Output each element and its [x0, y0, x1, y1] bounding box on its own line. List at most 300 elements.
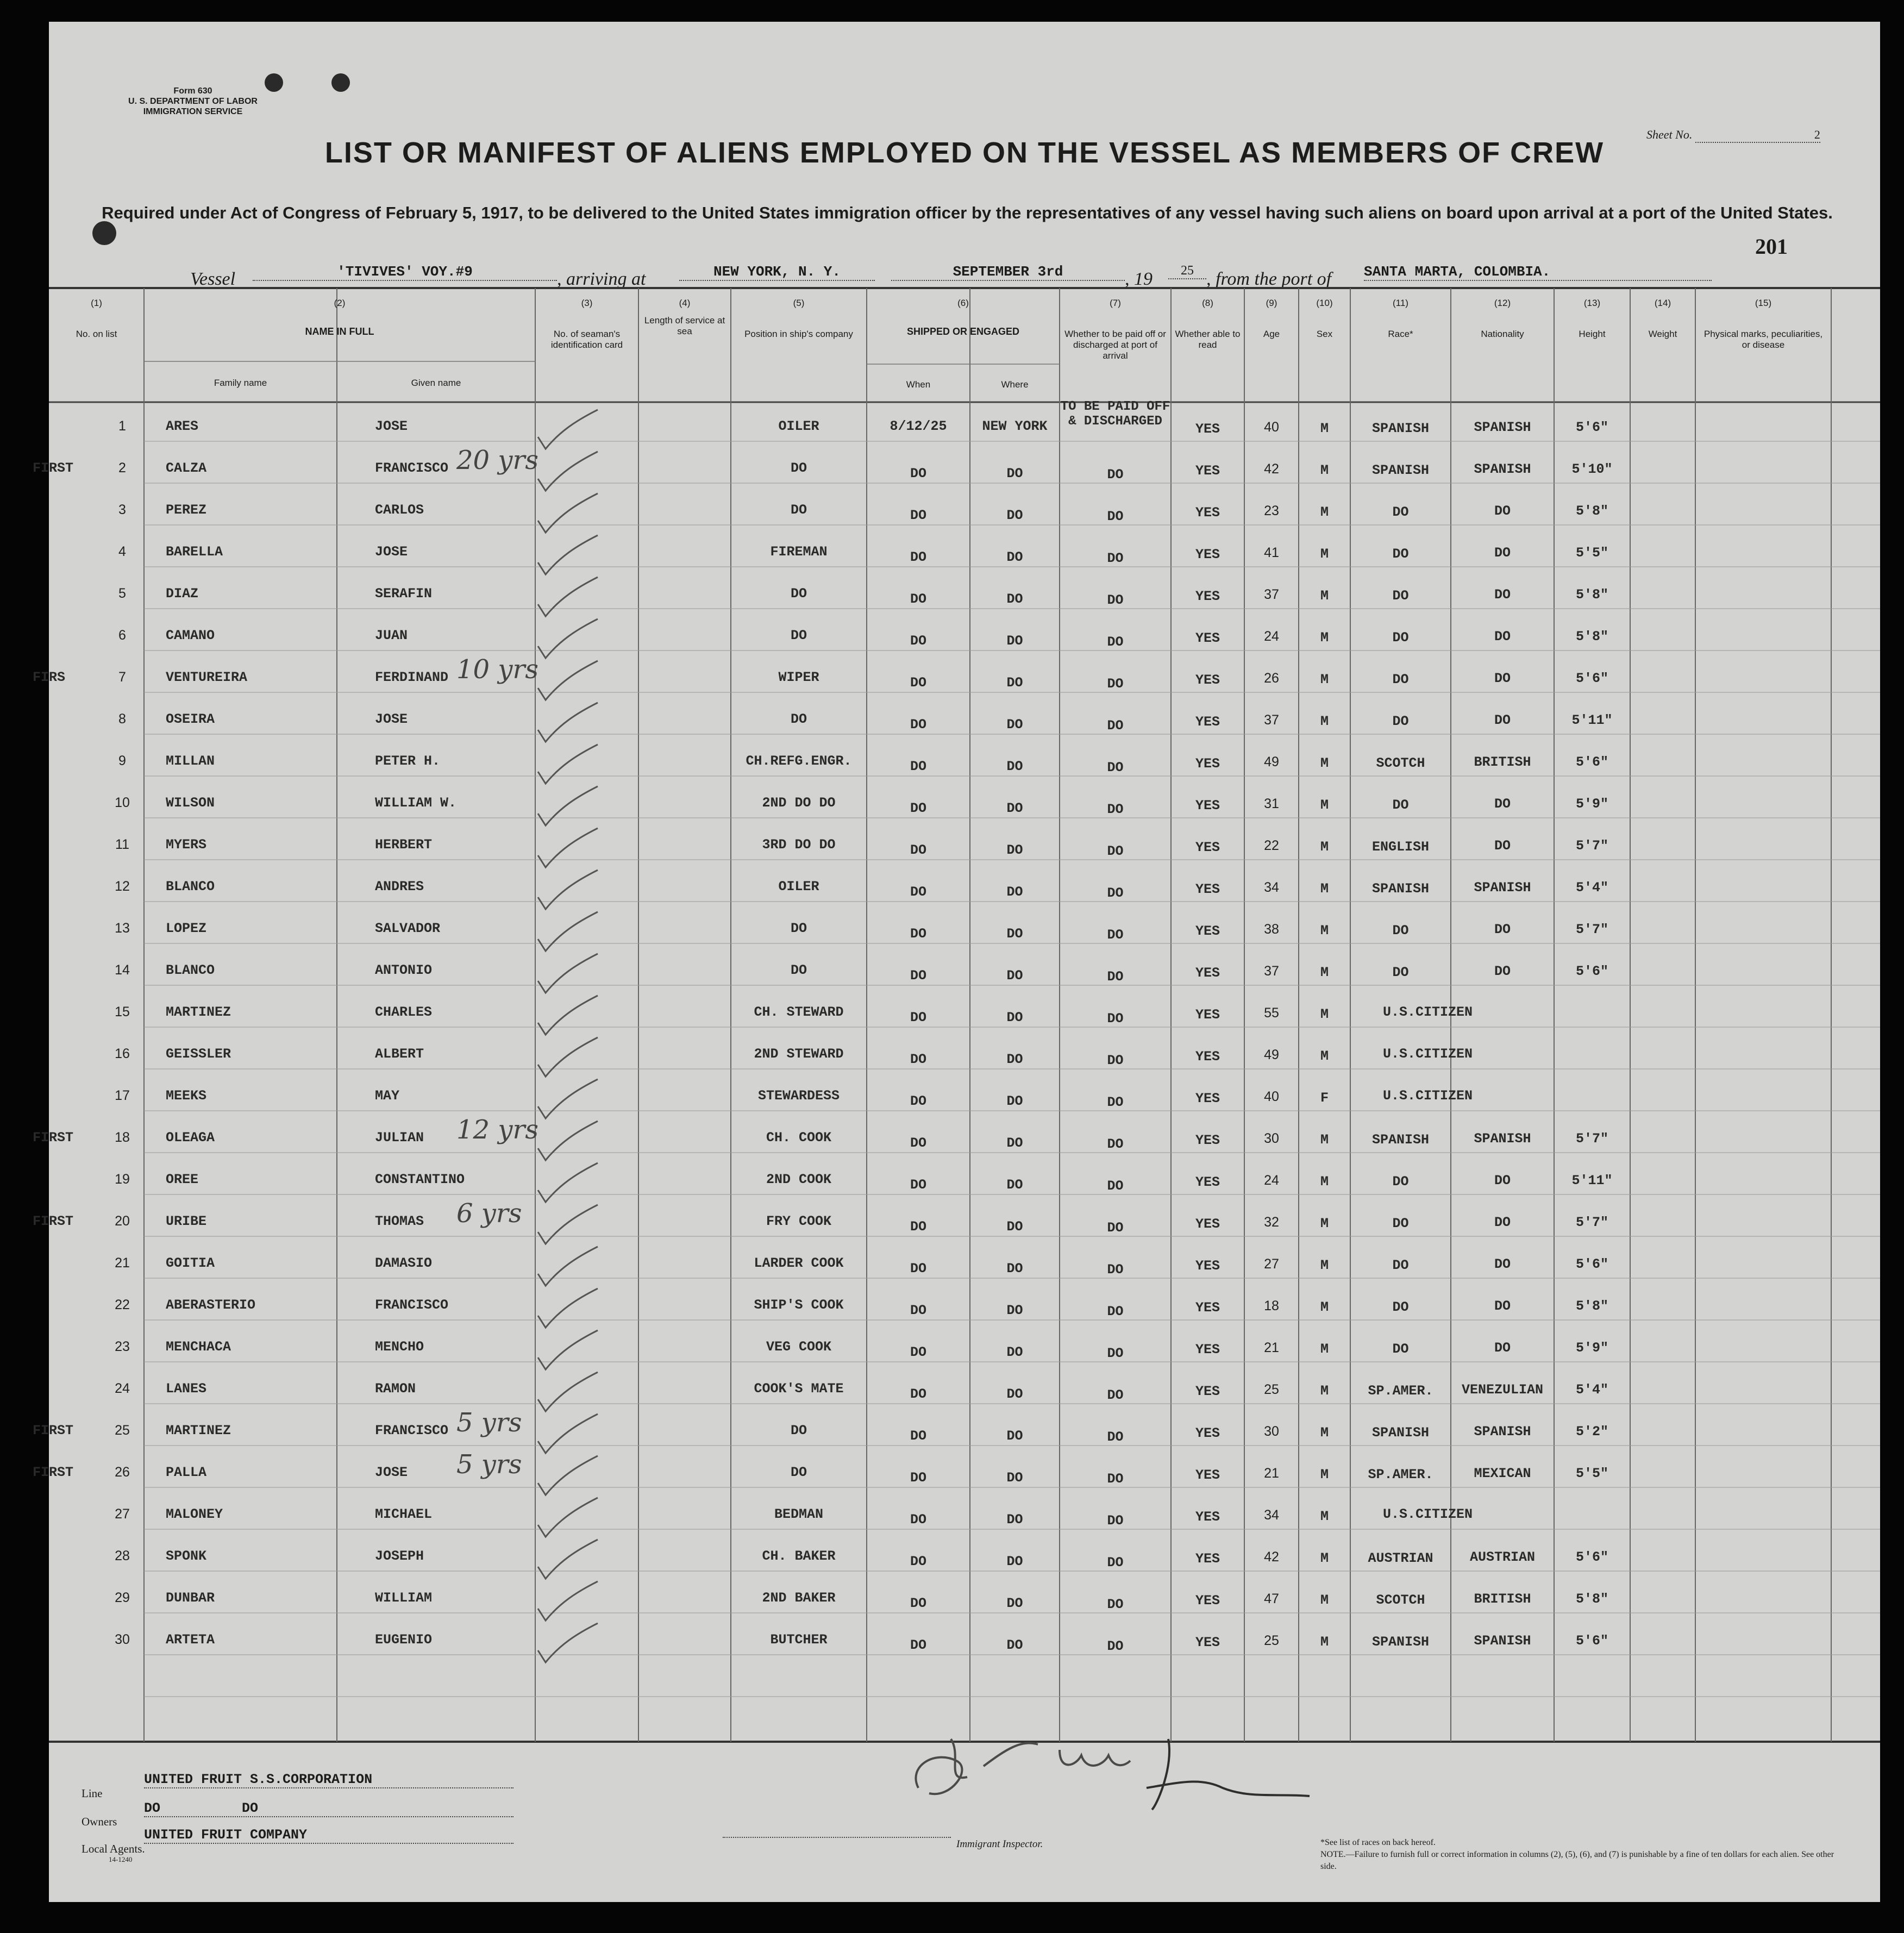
age: 40 — [1264, 420, 1279, 435]
paid-off-status: DO — [1107, 843, 1124, 859]
height: 5'2" — [1575, 1424, 1608, 1440]
handwritten-service-years: 20 yrs — [456, 445, 539, 476]
height: 5'8" — [1575, 1298, 1608, 1314]
family-name: CAMANO — [166, 628, 215, 643]
race: U.S.CITIZEN — [1383, 1004, 1473, 1020]
paid-off-status: DO — [1107, 1094, 1124, 1110]
check-mark — [538, 535, 598, 574]
paid-off-status: DO — [1107, 676, 1124, 692]
shipped-when: DO — [910, 633, 926, 649]
check-mark — [538, 745, 598, 784]
column-number-c6: (6) — [957, 298, 969, 308]
handwritten-service-years: 12 yrs — [456, 1115, 539, 1145]
stamped-number: 201 — [1755, 234, 1788, 259]
check-mark — [538, 1581, 598, 1621]
nationality: DO — [1494, 796, 1511, 812]
age: 55 — [1264, 1005, 1279, 1021]
column-number-c11: (11) — [1393, 298, 1408, 308]
position: WIPER — [778, 670, 819, 685]
year-prefix: , 19 — [1125, 269, 1153, 289]
shipped-when: DO — [910, 1596, 926, 1611]
height: 5'6" — [1575, 1549, 1608, 1565]
row-number: 29 — [115, 1590, 130, 1605]
row-number: 16 — [115, 1046, 130, 1061]
age: 30 — [1264, 1131, 1279, 1146]
shipped-where: DO — [1006, 1093, 1023, 1109]
height: 5'11" — [1571, 1173, 1613, 1188]
check-mark — [538, 703, 598, 742]
paid-off-status: DO — [1107, 718, 1124, 734]
nationality: SPANISH — [1474, 1424, 1531, 1440]
nationality: DO — [1494, 1340, 1511, 1356]
shipped-where: DO — [1006, 759, 1023, 774]
sex: M — [1320, 462, 1329, 478]
row-number: 1 — [118, 418, 126, 434]
row-number: 9 — [118, 753, 126, 768]
able-to-read: YES — [1195, 1174, 1220, 1190]
shipped-where: DO — [1006, 1596, 1023, 1611]
family-name: GOITIA — [166, 1255, 215, 1271]
race: SPANISH — [1371, 462, 1430, 478]
height: 5'6" — [1575, 420, 1608, 435]
sex: M — [1320, 1258, 1329, 1273]
column-number-c15: (15) — [1755, 298, 1772, 308]
position: 2ND COOK — [766, 1172, 832, 1187]
paid-off-status: DO — [1107, 802, 1124, 817]
family-name: CALZA — [166, 460, 207, 476]
sex: M — [1320, 1299, 1329, 1315]
nationality: SPANISH — [1474, 1633, 1531, 1649]
able-to-read: YES — [1195, 714, 1220, 730]
shipped-when: DO — [910, 968, 926, 984]
column-header-c8: Whether able to read — [1175, 329, 1241, 350]
family-name: VENTUREIRA — [166, 670, 248, 685]
able-to-read: YES — [1195, 1593, 1220, 1609]
able-to-read: YES — [1195, 1091, 1220, 1106]
age: 37 — [1264, 587, 1279, 602]
shipped-when: DO — [910, 1093, 926, 1109]
sex: M — [1320, 1341, 1329, 1357]
race: U.S.CITIZEN — [1383, 1088, 1473, 1104]
age: 42 — [1264, 1549, 1279, 1565]
row-number: 12 — [115, 879, 130, 894]
race: SCOTCH — [1376, 1592, 1425, 1608]
paid-off-status: DO — [1107, 1262, 1124, 1278]
race: DO — [1392, 672, 1409, 687]
race-footnote: *See list of races on back hereof. — [1320, 1838, 1436, 1847]
given-name: FRANCISCO — [375, 460, 449, 476]
position: 2ND DO DO — [762, 795, 836, 811]
row-number: 28 — [115, 1548, 130, 1563]
race: DO — [1392, 588, 1409, 604]
column-number-c3: (3) — [581, 298, 593, 308]
family-name: GEISSLER — [166, 1046, 231, 1062]
race: DO — [1392, 504, 1409, 520]
race: ENGLISH — [1371, 839, 1430, 855]
column-number-c12: (12) — [1494, 298, 1511, 308]
position: 3RD DO DO — [762, 837, 836, 853]
able-to-read: YES — [1195, 672, 1220, 688]
family-name: ARES — [166, 418, 199, 434]
race: SP.AMER. — [1368, 1467, 1433, 1482]
paid-off-status: DO — [1107, 467, 1124, 483]
shipped-where: DO — [1006, 1470, 1023, 1486]
shipped-where: DO — [1006, 591, 1023, 607]
handwritten-service-years: 6 yrs — [456, 1198, 522, 1229]
check-mark — [538, 1330, 598, 1369]
check-mark — [538, 1288, 598, 1328]
shipped-when: DO — [910, 800, 926, 816]
column-header-c10: Sex — [1316, 329, 1333, 339]
position: OILER — [778, 418, 819, 434]
nationality: DO — [1494, 1215, 1511, 1230]
shipped-where: DO — [1006, 549, 1023, 565]
age: 34 — [1264, 1507, 1279, 1523]
age: 26 — [1264, 671, 1279, 686]
page-title: LIST OR MANIFEST OF ALIENS EMPLOYED ON THE VESSEL AS MEMBERS OF CREW — [324, 136, 1605, 169]
column-number-c8: (8) — [1202, 298, 1213, 308]
check-mark — [538, 1205, 598, 1244]
able-to-read: YES — [1195, 1635, 1220, 1650]
given-name: CARLOS — [375, 502, 424, 518]
check-mark — [538, 493, 598, 533]
able-to-read: YES — [1195, 1216, 1220, 1232]
given-name: JOSE — [375, 1465, 408, 1480]
column-header-c13: Height — [1579, 329, 1606, 339]
shipped-when: DO — [910, 1303, 926, 1318]
row-number: 30 — [115, 1632, 130, 1647]
height: 5'7" — [1575, 838, 1608, 854]
shipped-when: DO — [910, 1135, 926, 1151]
nationality: DO — [1494, 838, 1511, 854]
check-mark — [538, 1079, 598, 1118]
shipped-where: DO — [1006, 1386, 1023, 1402]
given-name: CONSTANTINO — [375, 1172, 465, 1187]
shipped-when: DO — [910, 1637, 926, 1653]
family-name: BLANCO — [166, 962, 215, 978]
arrival-year: 25 — [1168, 264, 1206, 279]
paid-off-status: DO — [1107, 1136, 1124, 1152]
column-header-where: Where — [1001, 379, 1029, 390]
sheet-number: 2 — [1695, 128, 1820, 143]
able-to-read: YES — [1195, 1551, 1220, 1567]
sex: M — [1320, 1592, 1329, 1608]
sex: M — [1320, 965, 1329, 980]
column-header-c2: NAME IN FULL — [305, 326, 374, 337]
age: 40 — [1264, 1089, 1279, 1104]
row-number: 18 — [115, 1130, 130, 1145]
sex: M — [1320, 881, 1329, 897]
check-mark — [538, 1247, 598, 1286]
shipped-where: DO — [1006, 717, 1023, 733]
nationality: AUSTRIAN — [1469, 1549, 1536, 1565]
service-name: IMMIGRATION SERVICE — [143, 107, 243, 116]
shipped-when: DO — [910, 1428, 926, 1444]
shipped-where: DO — [1006, 1512, 1023, 1528]
row-number: 7 — [118, 670, 126, 685]
given-name: JULIAN — [375, 1130, 424, 1146]
race: SPANISH — [1371, 881, 1430, 897]
sex: M — [1320, 1006, 1329, 1022]
given-name: MAY — [375, 1088, 400, 1104]
age: 31 — [1264, 796, 1279, 811]
shipped-where: DO — [1006, 884, 1023, 900]
given-name: MICHAEL — [375, 1506, 433, 1522]
family-name: OLEAGA — [166, 1130, 215, 1146]
height: 5'8" — [1575, 629, 1608, 645]
family-name: LOPEZ — [166, 921, 207, 936]
sex: M — [1320, 630, 1329, 646]
family-name: PEREZ — [166, 502, 207, 518]
shipped-when: DO — [910, 508, 926, 523]
page-subtitle: Required under Act of Congress of February 5, 1917, to be delivered to the United States immigration officer by the representatives of any vessel having such aliens on board upon arrival at a port of the United States. — [102, 203, 1833, 222]
position: DO — [790, 628, 807, 643]
shipped-where: DO — [1006, 508, 1023, 523]
height: 5'11" — [1571, 712, 1613, 728]
inspector-signature — [897, 1717, 1342, 1815]
paid-off-status: DO — [1107, 509, 1124, 524]
check-mark — [538, 828, 598, 867]
sex: M — [1320, 1634, 1329, 1650]
race: DO — [1392, 1341, 1409, 1357]
shipped-when: DO — [910, 549, 926, 565]
form-number: Form 630 — [173, 86, 212, 96]
position: CH. COOK — [766, 1130, 832, 1146]
shipped-when: DO — [910, 466, 926, 481]
shipped-where: DO — [1006, 1261, 1023, 1277]
shipped-when: DO — [910, 1554, 926, 1569]
paid-off-status: DO — [1107, 634, 1124, 650]
age: 37 — [1264, 964, 1279, 979]
given-name: EUGENIO — [375, 1632, 433, 1648]
form-code: 14-1240 — [109, 1855, 133, 1863]
position: DO — [790, 711, 807, 727]
able-to-read: YES — [1195, 463, 1220, 479]
column-header-c11: Race* — [1388, 329, 1413, 339]
paid-off-status: DO — [1107, 885, 1124, 901]
department-name: U. S. DEPARTMENT OF LABOR — [128, 97, 258, 106]
family-name: MEEKS — [166, 1088, 207, 1104]
check-mark — [538, 912, 598, 951]
paid-off-status: DO — [1107, 1346, 1124, 1361]
nationality: DO — [1494, 503, 1511, 519]
check-mark — [538, 661, 598, 700]
race: DO — [1392, 1258, 1409, 1273]
vessel-label: Vessel — [190, 269, 236, 289]
nationality: BRITISH — [1474, 1591, 1531, 1607]
shipped-when: DO — [910, 675, 926, 691]
able-to-read: YES — [1195, 923, 1220, 939]
position: BUTCHER — [770, 1632, 828, 1648]
family-name: ABERASTERIO — [166, 1297, 256, 1313]
age: 30 — [1264, 1424, 1279, 1439]
age: 34 — [1264, 880, 1279, 895]
margin-annotation: FIRS — [33, 670, 66, 685]
able-to-read: YES — [1195, 1258, 1220, 1274]
margin-annotation: FIRST — [33, 1213, 74, 1229]
given-name: ALBERT — [375, 1046, 424, 1062]
given-name: WILLIAM — [375, 1590, 433, 1606]
age: 25 — [1264, 1382, 1279, 1397]
given-name: JOSE — [375, 544, 408, 560]
handwritten-service-years: 5 yrs — [456, 1407, 522, 1438]
given-name: JOSE — [375, 711, 408, 727]
shipped-when: DO — [910, 1261, 926, 1277]
family-name: MENCHACA — [166, 1339, 231, 1355]
age: 21 — [1264, 1466, 1279, 1481]
column-header-c15: Physical marks, peculiarities, or disease — [1703, 329, 1823, 350]
paid-off-status: DO — [1107, 1471, 1124, 1487]
given-name: DAMASIO — [375, 1255, 433, 1271]
column-header-when: When — [906, 379, 931, 390]
age: 24 — [1264, 1173, 1279, 1188]
position: FIREMAN — [770, 544, 828, 560]
column-number-c13: (13) — [1583, 298, 1601, 308]
race: SPANISH — [1371, 1634, 1430, 1650]
position: COOK'S MATE — [754, 1381, 844, 1397]
column-number-c2: (2) — [334, 298, 346, 308]
shipped-where: DO — [1006, 1428, 1023, 1444]
arrival-date: SEPTEMBER 3rd — [891, 264, 1125, 281]
family-name: MILLAN — [166, 753, 215, 769]
shipped-where: DO — [1006, 675, 1023, 691]
handwritten-service-years: 10 yrs — [456, 654, 539, 685]
penalty-footnote: NOTE.—Failure to furnish full or correct information in columns (2), (5), (6), and (7) is punishable by a fine of ten dollars for each alien. See other side. — [1320, 1850, 1834, 1871]
check-mark — [538, 1623, 598, 1662]
given-name: WILLIAM W. — [375, 795, 457, 811]
able-to-read: YES — [1195, 798, 1220, 814]
column-number-c5: (5) — [793, 298, 805, 308]
race: DO — [1392, 714, 1409, 729]
given-name: ANTONIO — [375, 962, 433, 978]
able-to-read: YES — [1195, 1133, 1220, 1148]
nationality: BRITISH — [1474, 754, 1531, 770]
race: SP.AMER. — [1368, 1383, 1433, 1399]
footnotes — [1320, 1837, 1837, 1873]
column-number-c9: (9) — [1266, 298, 1277, 308]
sheet-number-label: Sheet No. — [1646, 128, 1693, 141]
check-mark — [538, 1163, 598, 1202]
family-name: LANES — [166, 1381, 207, 1397]
family-name: URIBE — [166, 1213, 207, 1229]
given-name: THOMAS — [375, 1213, 424, 1229]
paid-off-status: DO — [1107, 1220, 1124, 1236]
able-to-read: YES — [1195, 840, 1220, 855]
position: DO — [790, 1423, 807, 1438]
able-to-read: YES — [1195, 421, 1220, 437]
column-header-c1: No. on list — [76, 329, 117, 339]
shipped-where: DO — [1006, 466, 1023, 481]
position: CH. BAKER — [762, 1548, 836, 1564]
able-to-read: YES — [1195, 1384, 1220, 1399]
shipped-when: DO — [910, 884, 926, 900]
race: DO — [1392, 1174, 1409, 1190]
position: DO — [790, 502, 807, 518]
sex: M — [1320, 1383, 1329, 1399]
check-mark — [538, 1498, 598, 1537]
race: DO — [1392, 546, 1409, 562]
row-number: 27 — [115, 1506, 130, 1522]
position: SHIP'S COOK — [754, 1297, 844, 1313]
paid-off-status: DO — [1107, 1555, 1124, 1571]
height: 5'6" — [1575, 671, 1608, 686]
paid-off-status: DO — [1107, 1387, 1124, 1403]
height: 5'6" — [1575, 964, 1608, 979]
sex: M — [1320, 1174, 1329, 1190]
position: STEWARDESS — [757, 1088, 840, 1104]
able-to-read: YES — [1195, 1509, 1220, 1525]
given-name: SALVADOR — [375, 921, 441, 936]
shipped-where: DO — [1006, 1219, 1023, 1235]
handwritten-service-years: 5 yrs — [456, 1449, 522, 1480]
owners: DO DO — [144, 1800, 513, 1817]
given-name: JOSE — [375, 418, 408, 434]
row-number: 23 — [115, 1339, 130, 1354]
column-header-c12: Nationality — [1481, 329, 1524, 339]
row-number: 21 — [115, 1255, 130, 1271]
check-mark — [538, 452, 598, 491]
able-to-read: YES — [1195, 505, 1220, 521]
check-mark — [538, 1121, 598, 1160]
race: DO — [1392, 797, 1409, 813]
nationality: DO — [1494, 1173, 1511, 1188]
shipped-where: DO — [1006, 1303, 1023, 1318]
nationality: DO — [1494, 712, 1511, 728]
row-number: 11 — [115, 837, 129, 852]
position: DO — [790, 921, 807, 936]
family-name: BARELLA — [166, 544, 223, 560]
height: 5'4" — [1575, 1382, 1608, 1398]
age: 47 — [1264, 1591, 1279, 1606]
column-header-c14: Weight — [1648, 329, 1677, 339]
inspector-label: Immigrant Inspector. — [956, 1838, 1043, 1850]
position: VEG COOK — [766, 1339, 832, 1355]
sex: M — [1320, 923, 1329, 939]
column-number-c1: (1) — [91, 298, 102, 308]
shipping-line: UNITED FRUIT S.S.CORPORATION — [144, 1772, 513, 1788]
shipped-when: DO — [910, 1219, 926, 1235]
family-name: OREE — [166, 1172, 199, 1187]
able-to-read: YES — [1195, 1049, 1220, 1065]
sex: M — [1320, 546, 1329, 562]
age: 25 — [1264, 1633, 1279, 1648]
given-name: RAMON — [375, 1381, 416, 1397]
owners-label: Owners — [82, 1815, 117, 1828]
paid-off-status: DO — [1107, 927, 1124, 943]
arrival-port: NEW YORK, N. Y. — [679, 264, 875, 281]
sex: M — [1320, 714, 1329, 729]
paid-off-status: DO — [1107, 1597, 1124, 1612]
height: 5'4" — [1575, 880, 1608, 896]
shipped-where: DO — [1006, 800, 1023, 816]
shipped-when: DO — [910, 1512, 926, 1528]
shipped-when: DO — [910, 717, 926, 733]
column-number-c10: (10) — [1316, 298, 1333, 308]
shipped-when: DO — [910, 1344, 926, 1360]
row-number: 13 — [115, 921, 130, 936]
age: 37 — [1264, 712, 1279, 728]
position: DO — [790, 460, 807, 476]
check-mark — [538, 410, 598, 449]
arriving-label: , arriving at — [557, 269, 646, 289]
age: 23 — [1264, 503, 1279, 518]
row-number: 15 — [115, 1004, 130, 1019]
height: 5'7" — [1575, 922, 1608, 937]
able-to-read: YES — [1195, 1425, 1220, 1441]
inspector-signature-line — [723, 1837, 951, 1838]
height: 5'6" — [1575, 754, 1608, 770]
paid-off-status: DO — [1107, 1304, 1124, 1319]
